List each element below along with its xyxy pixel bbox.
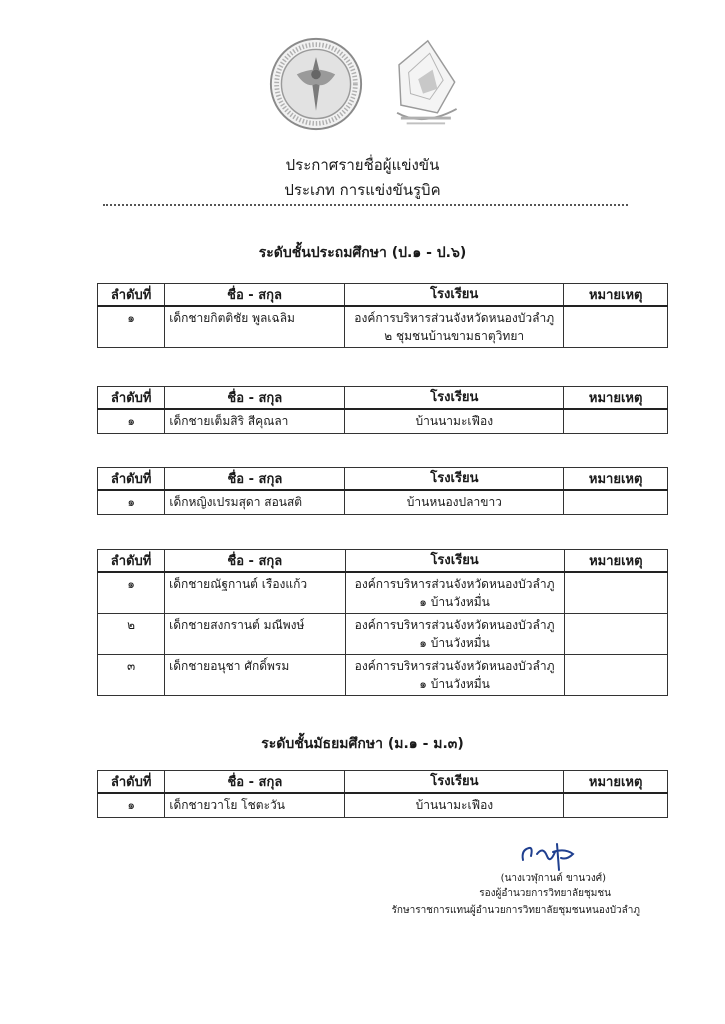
column-header-school: โรงเรียน xyxy=(345,550,564,573)
column-header-name: ชื่อ - สกุล xyxy=(165,550,345,573)
row-note xyxy=(564,306,668,348)
table-header-row xyxy=(98,284,668,307)
entries-table xyxy=(97,283,668,348)
table-row xyxy=(98,572,668,614)
signer-name: (นางเวฬุกานต์ ขานวงศ์) xyxy=(500,873,606,884)
row-name: เด็กหญิงเปรมสุดา สอนสติ xyxy=(165,490,345,515)
row-name: เด็กชายกิตติชัย พูลเฉลิม xyxy=(165,306,345,348)
row-name: เด็กชายสงกรานต์ มณีพงษ์ xyxy=(165,614,345,655)
section-title-secondary: ระดับชั้นมัธยมศึกษา (ม.๑ - ม.๓) xyxy=(261,736,464,752)
column-header-note: หมายเหตุ xyxy=(564,387,668,410)
column-header-school: โรงเรียน xyxy=(345,387,564,410)
row-number: ๑ xyxy=(98,793,165,818)
signer-position: รองผู้อำนวยการวิทยาลัยชุมชน xyxy=(479,888,611,899)
page-subtitle: ประเภท การแข่งขันรูบิค xyxy=(284,181,441,199)
table-header-row xyxy=(98,387,668,410)
table-header-row xyxy=(98,468,668,491)
table-row xyxy=(98,409,668,434)
row-school: องค์การบริหารส่วนจังหวัดหนองบัวลำภู ๑ บ้านวังหมื่น xyxy=(345,655,564,696)
row-school: บ้านหนองปลาขาว xyxy=(345,490,564,515)
row-school: องค์การบริหารส่วนจังหวัดหนองบัวลำภู ๒ ชุมชนบ้านขามธาตุวิทยา xyxy=(344,306,564,348)
section-title-primary: ระดับชั้นประถมศึกษา (ป.๑ - ป.๖) xyxy=(258,245,467,261)
column-header-note: หมายเหตุ xyxy=(564,468,668,491)
logo-group xyxy=(268,36,468,136)
entries-table xyxy=(97,386,668,434)
dotted-divider xyxy=(103,204,628,206)
column-header-no: ลำดับที่ xyxy=(98,468,165,491)
row-note xyxy=(564,655,667,696)
entries-table xyxy=(97,549,668,696)
row-note xyxy=(564,409,668,434)
column-header-name: ชื่อ - สกุล xyxy=(165,468,345,491)
row-note xyxy=(564,490,668,515)
table-row xyxy=(98,793,668,818)
column-header-note: หมายเหตุ xyxy=(564,550,667,573)
row-number: ๑ xyxy=(98,409,165,434)
table-row xyxy=(98,306,668,348)
table-header-row xyxy=(98,771,668,794)
entries-table xyxy=(97,467,668,515)
column-header-name: ชื่อ - สกุล xyxy=(165,284,345,307)
row-number: ๓ xyxy=(98,655,165,696)
row-name: เด็กชายณัฐกานต์ เรืองแก้ว xyxy=(165,572,345,614)
row-school: องค์การบริหารส่วนจังหวัดหนองบัวลำภู ๑ บ้านวังหมื่น xyxy=(345,614,564,655)
row-number: ๑ xyxy=(98,572,165,614)
column-header-school: โรงเรียน xyxy=(345,771,564,794)
row-note xyxy=(564,793,668,818)
column-header-school: โรงเรียน xyxy=(344,284,564,307)
row-name: เด็กชายวาโย โชตะวัน xyxy=(165,793,345,818)
page-title: ประกาศรายชื่อผู้แข่งขัน xyxy=(285,156,440,174)
row-number: ๒ xyxy=(98,614,165,655)
row-name: เด็กชายอนุชา ศักดิ์พรม xyxy=(165,655,345,696)
row-school: องค์การบริหารส่วนจังหวัดหนองบัวลำภู ๑ บ้านวังหมื่น xyxy=(345,572,564,614)
column-header-school: โรงเรียน xyxy=(345,468,564,491)
row-note xyxy=(564,572,667,614)
row-name: เด็กชายเต็มสิริ สีคุณลา xyxy=(165,409,345,434)
row-note xyxy=(564,614,667,655)
college-logo xyxy=(378,36,468,132)
row-school: บ้านนามะเฟือง xyxy=(345,409,564,434)
handwritten-signature xyxy=(517,838,587,874)
table-row xyxy=(98,490,668,515)
row-school: บ้านนามะเฟือง xyxy=(345,793,564,818)
column-header-name: ชื่อ - สกุล xyxy=(165,387,345,410)
institution-seal-logo xyxy=(268,36,364,132)
column-header-no: ลำดับที่ xyxy=(98,387,165,410)
table-row xyxy=(98,614,668,655)
column-header-note: หมายเหตุ xyxy=(564,284,668,307)
table-header-row xyxy=(98,550,668,573)
column-header-note: หมายเหตุ xyxy=(564,771,668,794)
row-number: ๑ xyxy=(98,306,165,348)
table-row xyxy=(98,655,668,696)
row-number: ๑ xyxy=(98,490,165,515)
signer-acting-position: รักษาราชการแทนผู้อำนวยการวิทยาลัยชุมชนหนองบัวลำภู xyxy=(391,905,640,916)
column-header-no: ลำดับที่ xyxy=(98,771,165,794)
column-header-no: ลำดับที่ xyxy=(98,284,165,307)
column-header-name: ชื่อ - สกุล xyxy=(165,771,345,794)
column-header-no: ลำดับที่ xyxy=(98,550,165,573)
entries-table xyxy=(97,770,668,818)
